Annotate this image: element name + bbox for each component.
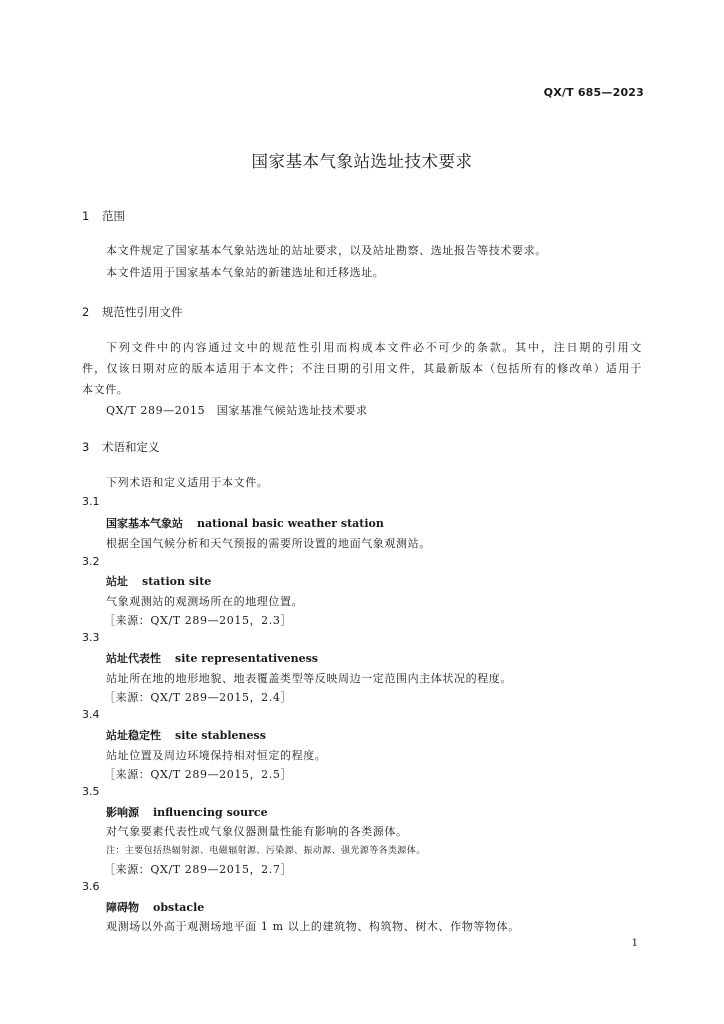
term-source: ［来源：QX/T 289—2015，2.4］ [104,691,293,704]
normative-reference: QX/T 289—2015 国家基准气候站选址技术要求 [106,404,368,417]
term-en: influencing source [153,806,268,819]
paragraph-line: 件，仅该日期对应的版本适用于本文件；不注日期的引用文件，其最新版本（包括所有的修改单）适用于 [82,362,642,375]
term-heading [106,515,384,531]
term-zh: 国家基本气象站 [106,517,183,530]
term-number: 3.2 [82,555,100,568]
term-zh: 站址稳定性 [106,729,161,742]
term-number: 3.5 [82,785,100,798]
term-heading [106,727,266,743]
term-en: national basic weather station [197,517,384,530]
term-note: 注：主要包括热辐射源、电磁辐射源、污染源、振动源、强光源等各类源体。 [106,846,426,856]
paragraph: 下列术语和定义适用于本文件。 [106,476,269,489]
term-definition: 站址所在地的地形地貌、地表覆盖类型等反映周边一定范围内主体状况的程度。 [106,672,512,685]
term-number: 3.3 [82,631,100,644]
term-number: 3.1 [82,495,100,508]
paragraph-line: 下列文件中的内容通过文中的规范性引用而构成本文件必不可少的条款。其中，注日期的引用文 [106,341,642,354]
standard-code: QX/T 685—2023 [543,86,644,99]
paragraph-line: 本文件。 [82,383,129,396]
section-2-heading [82,304,183,320]
term-heading [106,573,211,589]
term-en: station site [142,575,212,588]
term-en: site stableness [175,729,266,742]
paragraph: 本文件适用于国家基本气象站的新建选址和迁移选址。 [106,266,385,279]
term-heading [106,899,204,915]
term-source: ［来源：QX/T 289—2015，2.5］ [104,768,293,781]
term-number: 3.4 [82,708,100,721]
term-zh: 影响源 [106,806,139,819]
term-heading [106,804,268,820]
paragraph: 本文件规定了国家基本气象站选址的站址要求，以及站址勘察、选址报告等技术要求。 [106,244,547,257]
term-en: obstacle [153,901,205,914]
term-source: ［来源：QX/T 289—2015，2.7］ [104,863,293,876]
section-number: 3 [82,440,90,454]
term-zh: 站址 [106,575,128,588]
term-en: site representativeness [175,652,318,665]
section-number: 1 [82,209,90,223]
document-title: 国家基本气象站选址技术要求 [251,152,473,171]
term-heading [106,650,318,666]
term-definition: 根据全国气候分析和天气预报的需要所设置的地面气象观测站。 [106,537,431,550]
term-definition: 站址位置及周边环境保持相对恒定的程度。 [106,749,327,762]
section-title: 规范性引用文件 [102,305,183,319]
section-title: 术语和定义 [102,440,160,454]
section-title: 范围 [102,209,125,223]
section-number: 2 [82,305,90,319]
term-number: 3.6 [82,880,100,893]
term-zh: 障碍物 [106,901,139,914]
term-definition: 观测场以外高于观测场地平面 1 m 以上的建筑物、构筑物、树木、作物等物体。 [106,920,520,933]
term-source: ［来源：QX/T 289—2015，2.3］ [104,614,293,627]
term-definition: 对气象要素代表性或气象仪器测量性能有影响的各类源体。 [106,825,408,838]
section-1-heading [82,208,125,224]
term-zh: 站址代表性 [106,652,161,665]
page-number: 1 [631,938,638,949]
section-3-heading [82,439,160,455]
term-definition: 气象观测站的观测场所在的地理位置。 [106,595,304,608]
